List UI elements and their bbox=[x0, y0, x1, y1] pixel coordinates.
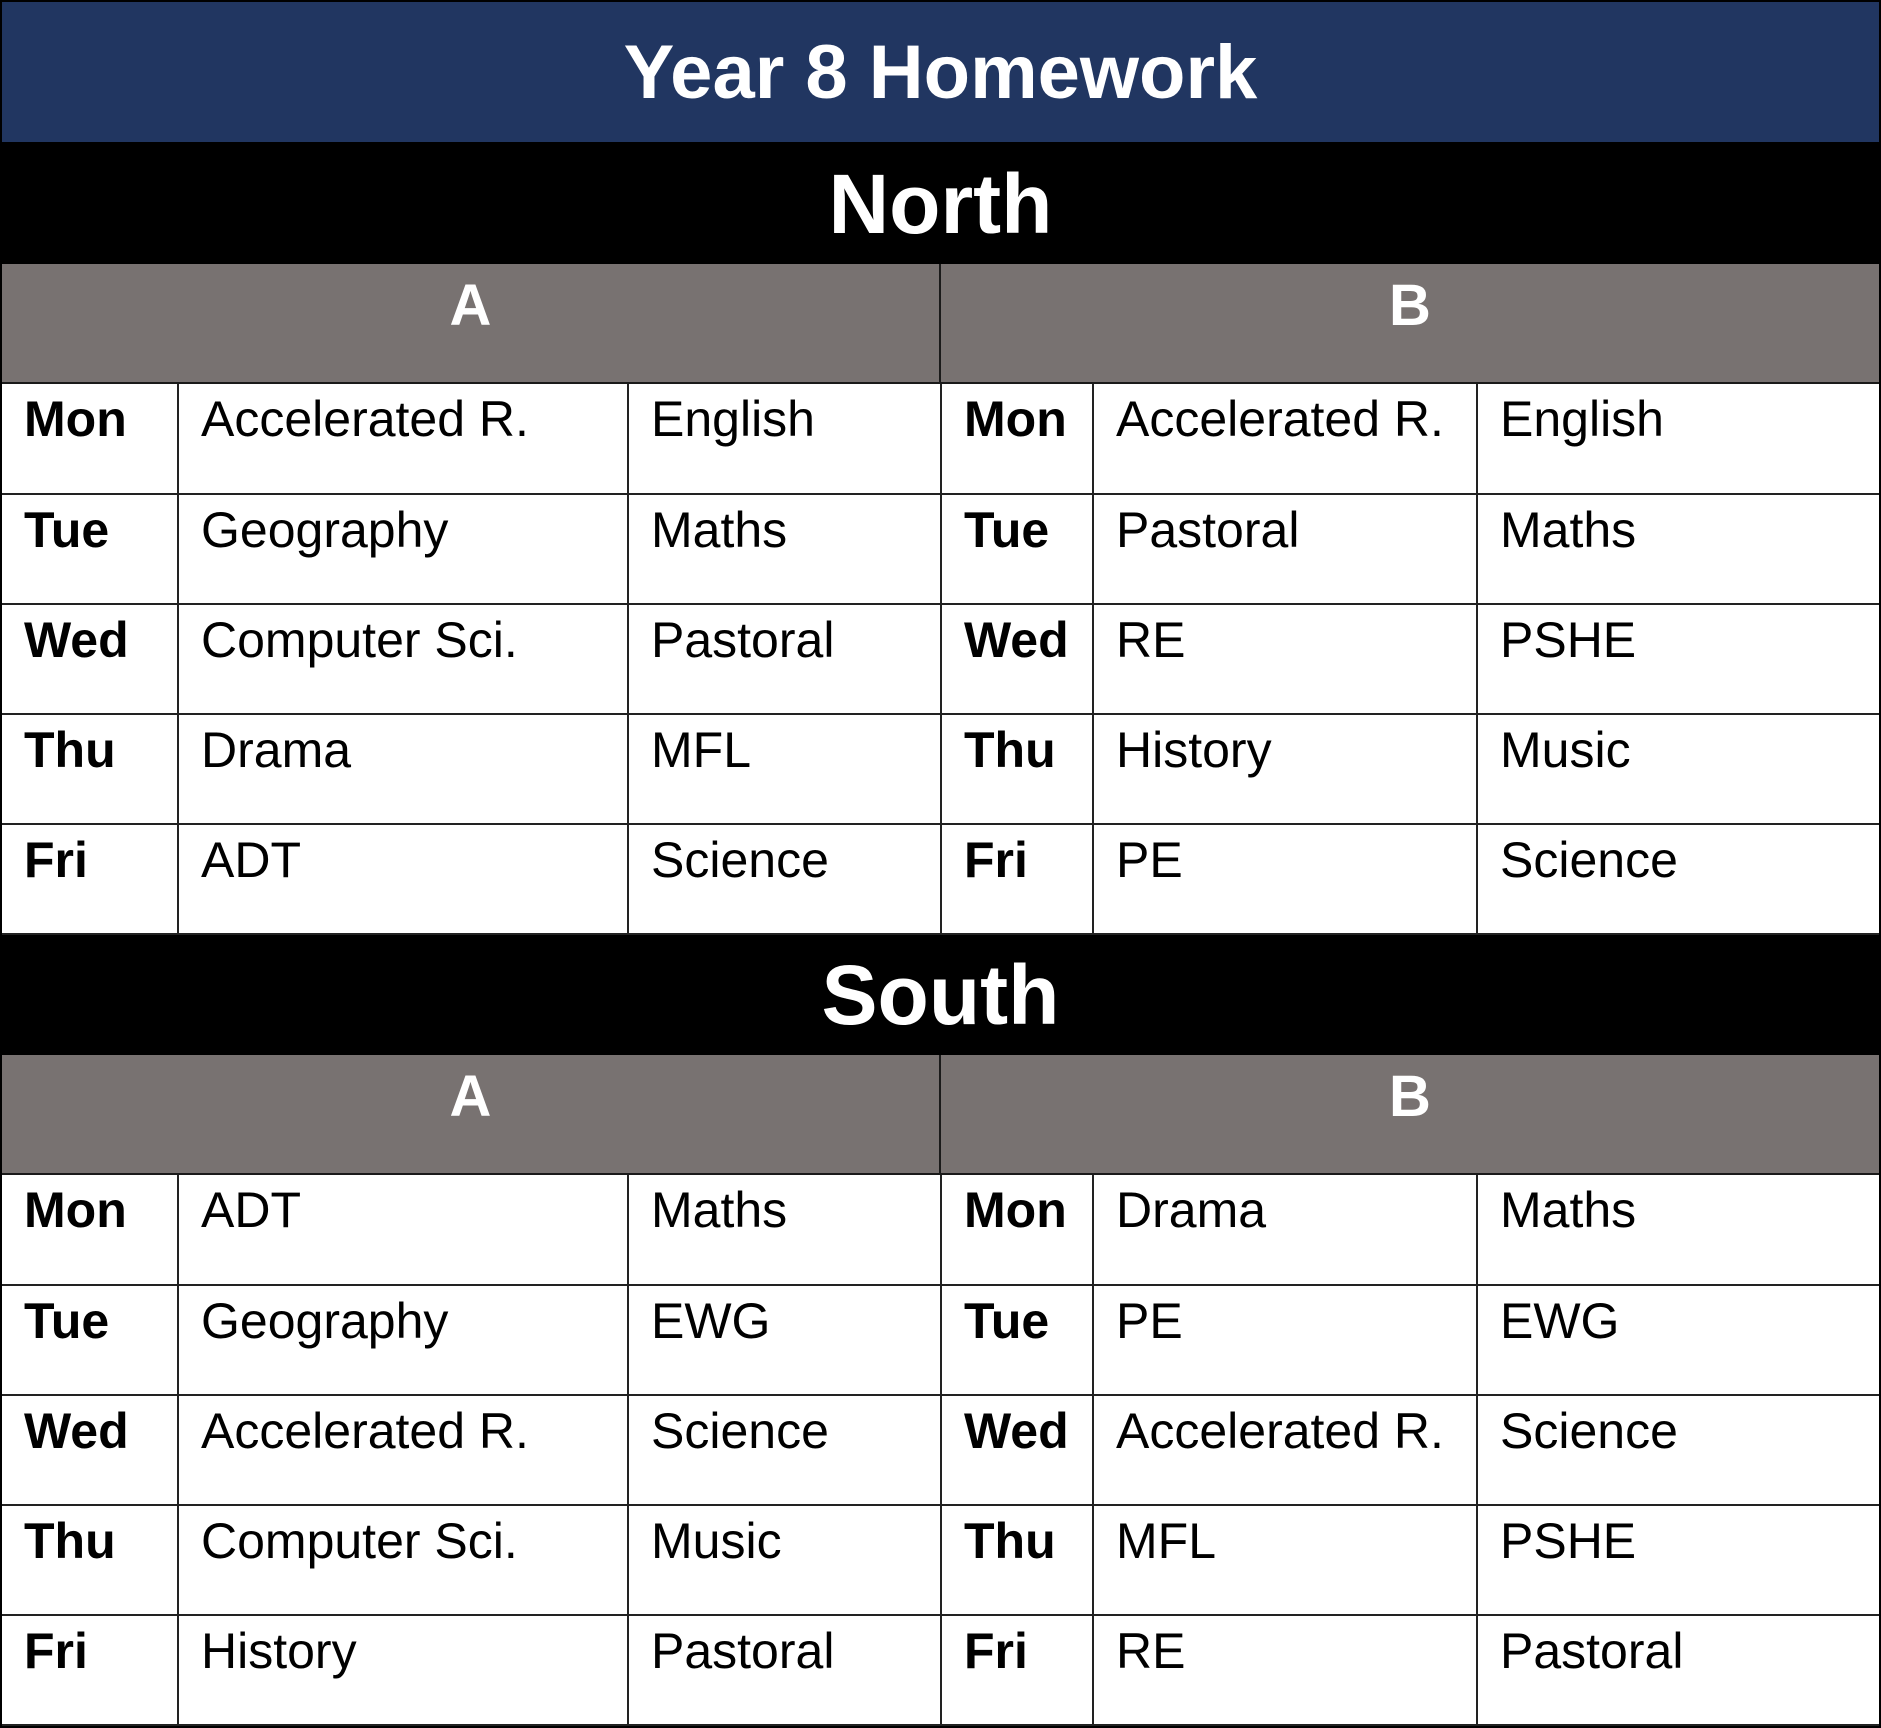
subject-cell: Music bbox=[628, 1505, 941, 1615]
subject-cell: Maths bbox=[628, 1175, 941, 1285]
day-cell: Mon bbox=[941, 1175, 1093, 1285]
subject-cell: Computer Sci. bbox=[178, 1505, 628, 1615]
timetable-grid bbox=[2, 1175, 1879, 1726]
day-cell: Fri bbox=[2, 1615, 178, 1725]
subject-cell: Science bbox=[628, 824, 941, 934]
subject-cell: Computer Sci. bbox=[178, 604, 628, 714]
subject-cell: RE bbox=[1093, 1615, 1477, 1725]
section-heading: South bbox=[2, 935, 1879, 1055]
table-row bbox=[2, 1505, 1879, 1615]
subject-cell: PE bbox=[1093, 824, 1477, 934]
subject-cell: Maths bbox=[1477, 494, 1879, 604]
day-cell: Fri bbox=[2, 824, 178, 934]
day-cell: Thu bbox=[2, 1505, 178, 1615]
subject-cell: Drama bbox=[178, 714, 628, 824]
subject-cell: English bbox=[1477, 384, 1879, 494]
table-row bbox=[2, 714, 1879, 824]
day-cell: Fri bbox=[941, 1615, 1093, 1725]
subject-cell: Accelerated R. bbox=[178, 1395, 628, 1505]
subject-cell: Geography bbox=[178, 494, 628, 604]
subject-cell: History bbox=[178, 1615, 628, 1725]
day-cell: Mon bbox=[2, 384, 178, 494]
subject-cell: PSHE bbox=[1477, 1505, 1879, 1615]
subject-cell: English bbox=[628, 384, 941, 494]
subject-cell: Accelerated R. bbox=[178, 384, 628, 494]
group-a-header: A bbox=[2, 264, 941, 382]
day-cell: Tue bbox=[2, 1285, 178, 1395]
group-header-row bbox=[2, 264, 1879, 384]
subject-cell: Maths bbox=[628, 494, 941, 604]
table-row bbox=[2, 1615, 1879, 1725]
subject-cell: MFL bbox=[628, 714, 941, 824]
subject-cell: Geography bbox=[178, 1285, 628, 1395]
day-cell: Tue bbox=[2, 494, 178, 604]
subject-cell: Science bbox=[1477, 1395, 1879, 1505]
subject-cell: Science bbox=[628, 1395, 941, 1505]
table-row bbox=[2, 494, 1879, 604]
subject-cell: PSHE bbox=[1477, 604, 1879, 714]
table-row bbox=[2, 604, 1879, 714]
section-south bbox=[2, 935, 1879, 1726]
table-row bbox=[2, 1395, 1879, 1505]
table-row bbox=[2, 1285, 1879, 1395]
subject-cell: Drama bbox=[1093, 1175, 1477, 1285]
subject-cell: Pastoral bbox=[1477, 1615, 1879, 1725]
subject-cell: Accelerated R. bbox=[1093, 384, 1477, 494]
subject-cell: Pastoral bbox=[1093, 494, 1477, 604]
timetable-grid bbox=[2, 384, 1879, 935]
day-cell: Thu bbox=[2, 714, 178, 824]
subject-cell: Science bbox=[1477, 824, 1879, 934]
day-cell: Wed bbox=[941, 1395, 1093, 1505]
day-cell: Thu bbox=[941, 1505, 1093, 1615]
subject-cell: Maths bbox=[1477, 1175, 1879, 1285]
day-cell: Mon bbox=[2, 1175, 178, 1285]
group-a-header: A bbox=[2, 1055, 941, 1173]
subject-cell: Pastoral bbox=[628, 1615, 941, 1725]
subject-cell: EWG bbox=[1477, 1285, 1879, 1395]
table-row bbox=[2, 1175, 1879, 1285]
day-cell: Wed bbox=[941, 604, 1093, 714]
group-b-header: B bbox=[1389, 273, 1431, 338]
subject-cell: Accelerated R. bbox=[1093, 1395, 1477, 1505]
subject-cell: Music bbox=[1477, 714, 1879, 824]
group-header-row bbox=[2, 1055, 1879, 1175]
day-cell: Tue bbox=[941, 494, 1093, 604]
day-cell: Mon bbox=[941, 384, 1093, 494]
table-row bbox=[2, 384, 1879, 494]
subject-cell: MFL bbox=[1093, 1505, 1477, 1615]
day-cell: Thu bbox=[941, 714, 1093, 824]
subject-cell: RE bbox=[1093, 604, 1477, 714]
subject-cell: PE bbox=[1093, 1285, 1477, 1395]
section-north bbox=[2, 144, 1879, 935]
section-heading: North bbox=[2, 144, 1879, 264]
subject-cell: Pastoral bbox=[628, 604, 941, 714]
page-title: Year 8 Homework bbox=[2, 2, 1879, 144]
subject-cell: History bbox=[1093, 714, 1477, 824]
table-row bbox=[2, 824, 1879, 934]
subject-cell: EWG bbox=[628, 1285, 941, 1395]
day-cell: Wed bbox=[2, 604, 178, 714]
day-cell: Wed bbox=[2, 1395, 178, 1505]
subject-cell: ADT bbox=[178, 824, 628, 934]
subject-cell: ADT bbox=[178, 1175, 628, 1285]
day-cell: Tue bbox=[941, 1285, 1093, 1395]
day-cell: Fri bbox=[941, 824, 1093, 934]
group-b-header: B bbox=[1389, 1064, 1431, 1129]
